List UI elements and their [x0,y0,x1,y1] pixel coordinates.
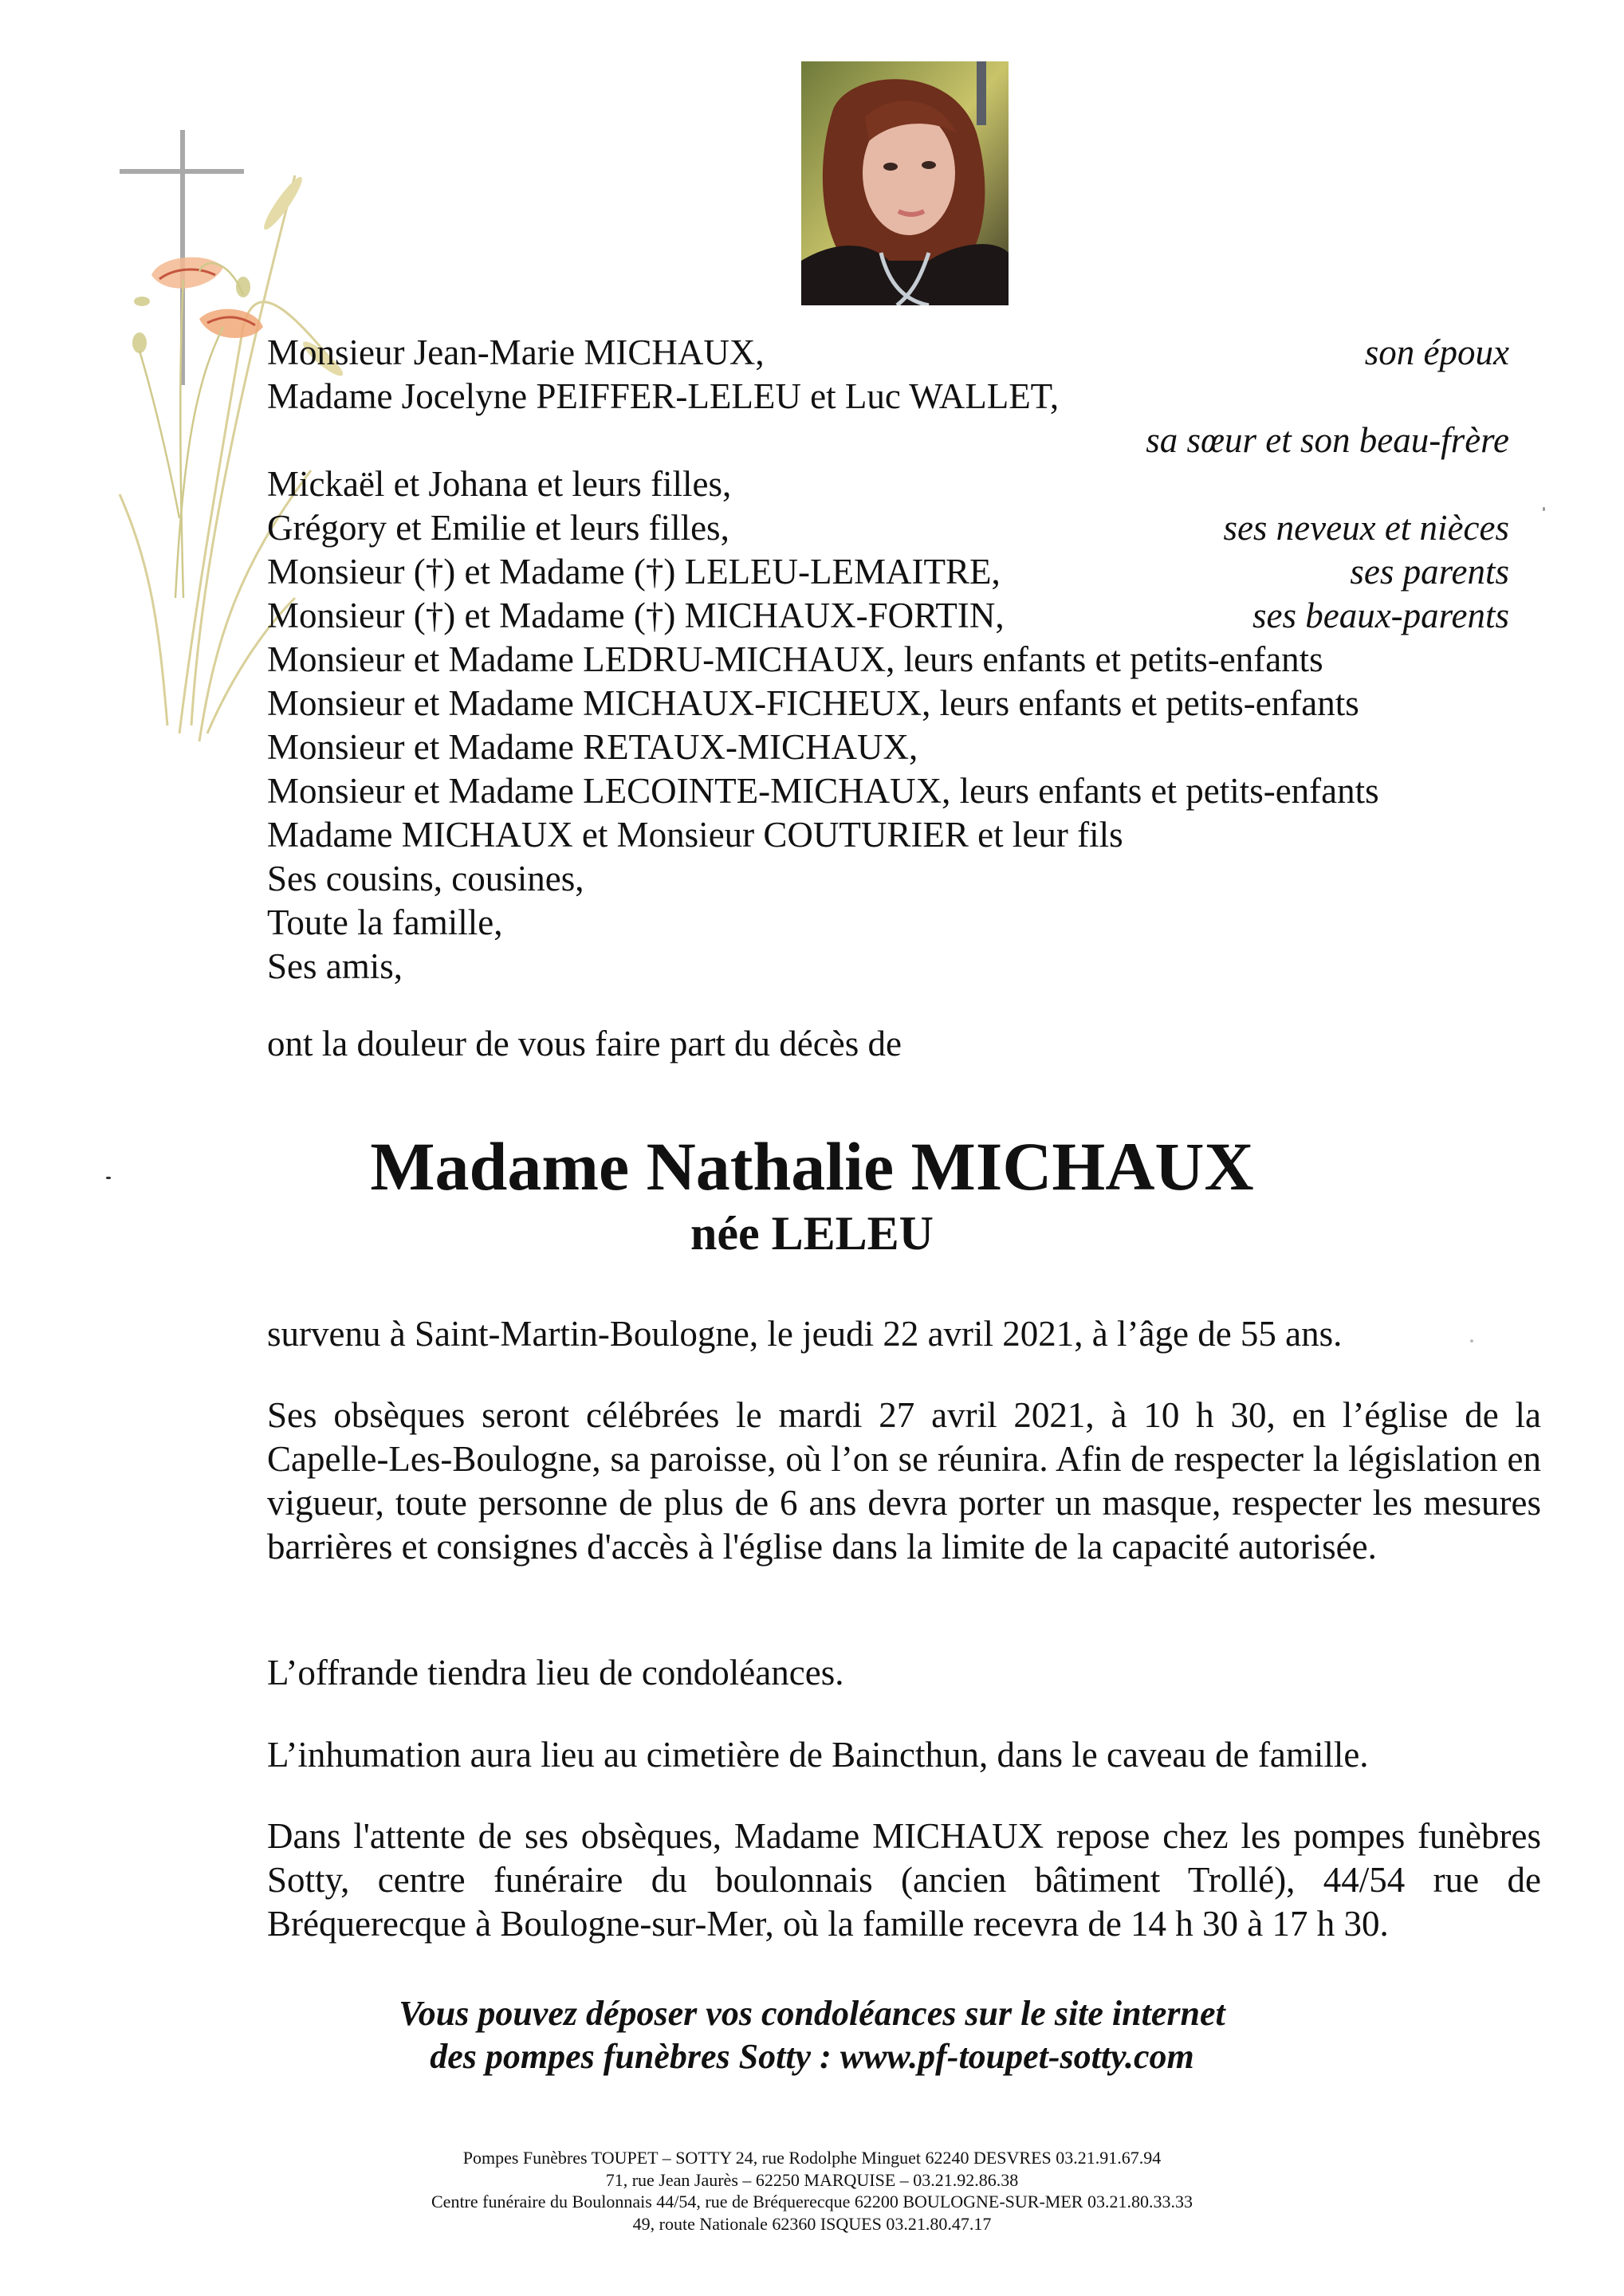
family-member-name: Mickaël et Johana et leurs filles, [267,464,732,504]
family-member-name: Monsieur (†) et Madame (†) MICHAUX-FORTIN, [267,596,1005,635]
family-member-name: Grégory et Emilie et leurs filles, [267,508,729,548]
family-member-name: Monsieur et Madame RETAUX-MICHAUX, [267,727,918,767]
maiden-name: née LELEU [690,1207,934,1260]
website-link[interactable]: www.pf-toupet-sotty.com [840,2037,1194,2076]
family-member-name: Toute la famille, [267,902,503,942]
family-member-name: Monsieur et Madame LEDRU-MICHAUX, leurs enfants et petits-enfants [267,639,1323,679]
condolences-line-1: Vous pouvez déposer vos condoléances sur le site internet [399,1994,1225,2033]
funeral-details: Ses obsèques seront célébrées le mardi 27 avril 2021, à 10 h 30, en l’église de la Capelle-Les-Boulogne, sa paroisse, où l’on se réunira. Afin de respecter la législation en vigueur, toute personne de plus de 6 ans devra porter un masque, respecter les mesures barrières et consignes d'accès à l'église dans la limite de la capacité autorisée. [267,1395,1541,1567]
condolences-line-2 [0,2035,1624,2079]
announcement-intro: ont la douleur de vous faire part du décès de [267,1024,902,1063]
family-relation: sa sœur et son beau-frère [1146,420,1509,460]
condolences-prefix: des pompes funèbres Sotty : [430,2037,840,2076]
family-member-name: Monsieur et Madame MICHAUX-FICHEUX, leurs enfants et petits-enfants [267,683,1359,723]
family-member-name: Madame MICHAUX et Monsieur COUTURIER et leur fils [267,815,1123,855]
viewing-details: Dans l'attente de ses obsèques, Madame MICHAUX repose chez les pompes funèbres Sotty, centre funéraire du boulonnais (ancien bâtiment Trollé), 44/54 rue de Bréquerecque à Boulogne-sur-Mer, où la famille recevra de 14 h 30 à 17 h 30. [267,1816,1541,1944]
offering-notice: L’offrande tiendra lieu de condoléances. [267,1653,844,1693]
scan-speck [1470,1339,1473,1343]
poppy-flower-icon [151,258,263,338]
footer-line: 49, route Nationale 62360 ISQUES 03.21.80.47.17 [632,2213,992,2234]
footer-line: Pompes Funèbres TOUPET – SOTTY 24, rue Rodolphe Minguet 62240 DESVRES 03.21.91.67.94 [462,2148,1162,2168]
scan-speck [1543,507,1545,511]
deceased-name: Madame Nathalie MICHAUX [370,1128,1254,1205]
footer-line: 71, rue Jean Jaurès – 62250 MARQUISE – 03.21.92.86.38 [605,2169,1019,2190]
family-member-name: Monsieur Jean-Marie MICHAUX, [267,332,765,372]
family-relation: ses neveux et nièces [1223,508,1509,548]
scan-speck [106,1177,111,1179]
family-relation: son époux [1364,332,1509,372]
family-relation: ses beaux-parents [1252,596,1509,635]
burial-notice: L’inhumation aura lieu au cimetière de Baincthun, dans le caveau de famille. [267,1735,1369,1775]
footer-line: Centre funéraire du Boulonnais 44/54, rue de Bréquerecque 62200 BOULOGNE-SUR-MER 03.21.80.33.33 [431,2192,1193,2211]
family-member-name: Madame Jocelyne PEIFFER-LELEU et Luc WALLET, [267,376,1060,416]
family-member-name: Monsieur (†) et Madame (†) LELEU-LEMAITRE, [267,552,1001,592]
family-member-name: Monsieur et Madame LECOINTE-MICHAUX, leurs enfants et petits-enfants [267,771,1379,811]
portrait-image [801,61,1009,305]
family-member-name: Ses amis, [267,946,403,986]
family-relation: ses parents [1350,552,1509,592]
death-notice: survenu à Saint-Martin-Boulogne, le jeudi 22 avril 2021, à l’âge de 55 ans. [267,1314,1343,1354]
family-member-name: Ses cousins, cousines, [267,859,584,898]
portrait-photo [801,61,1009,305]
